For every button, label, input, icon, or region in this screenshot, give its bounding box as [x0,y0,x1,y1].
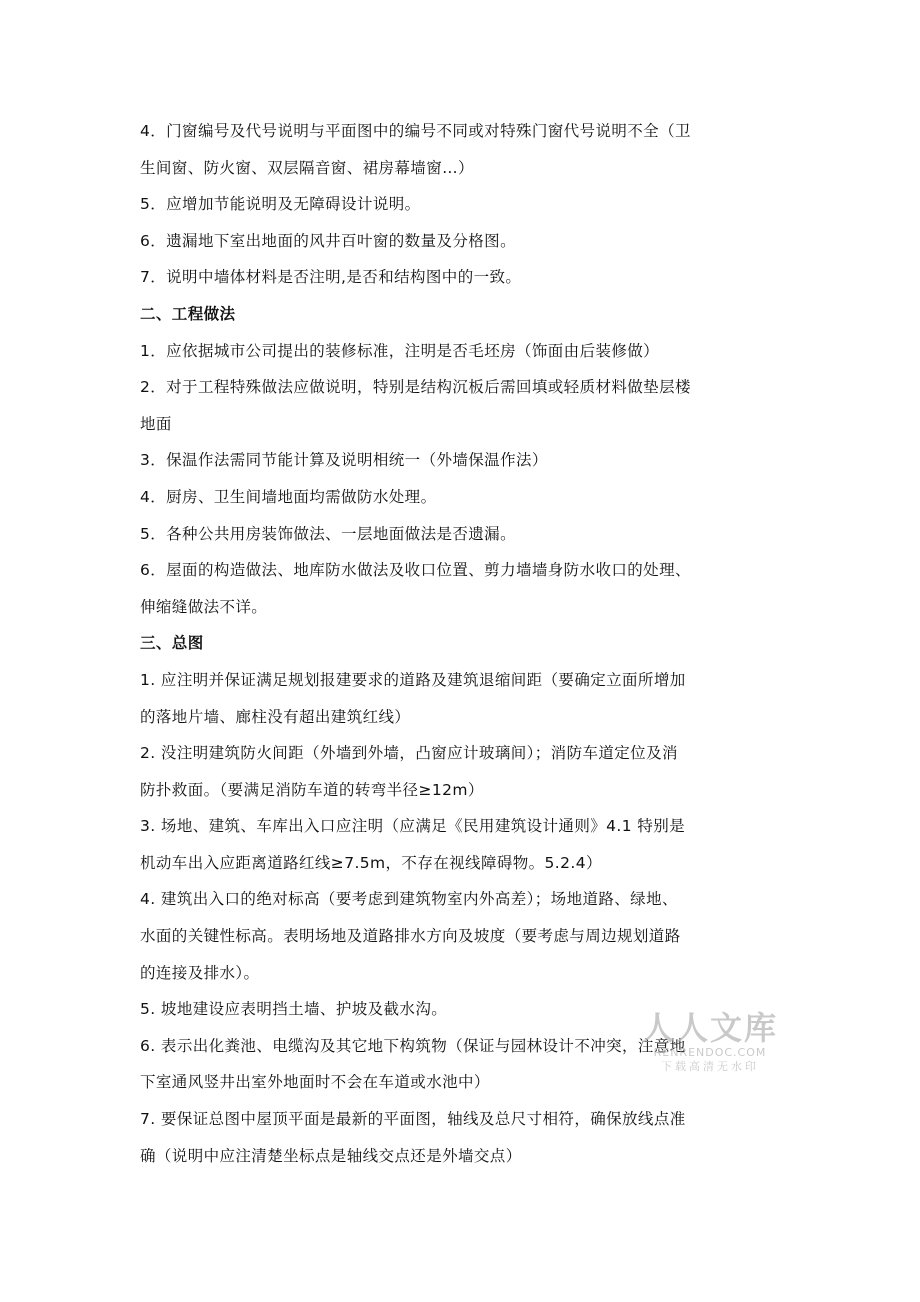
text-line: 5．各种公共用房装饰做法、一层地面做法是否遗漏。 [140,524,516,543]
text-line: 防扑救面。（要满足消防车道的转弯半径≥12m） [140,780,484,799]
text-line: 下室通风竖井出室外地面时不会在车道或水池中） [140,1073,490,1092]
text-line: 2．对于工程特殊做法应做说明，特别是结构沉板后需回填或轻质材料做垫层楼 [140,378,691,397]
text-line: 地面 [140,414,172,433]
text-line: 7. 要保证总图中屋顶平面是最新的平面图，轴线及总尺寸相符，确保放线点准 [140,1110,686,1129]
text-line: 机动车出入应距离道路红线≥7.5m，不存在视线障碍物。5.2.4） [140,853,602,872]
text-line: 6．屋面的构造做法、地库防水做法及收口位置、剪力墙墙身防水收口的处理、 [140,561,691,580]
section-heading: 三、总图 [140,634,204,653]
text-line: 3．保温作法需同节能计算及说明相统一（外墙保温作法） [140,451,548,470]
text-line: 1．应依据城市公司提出的装修标准，注明是否毛坯房（饰面由后装修做） [140,341,660,360]
text-line: 的落地片墙、廊柱没有超出建筑红线） [140,707,411,726]
text-line: 的连接及排水）。 [140,963,260,982]
text-line: 4. 建筑出入口的绝对标高（要考虑到建筑物室内外高差）；场地道路、绿地、 [140,890,678,909]
text-line: 6. 表示出化粪池、电缆沟及其它地下构筑物（保证与园林设计不冲突，注意地 [140,1036,686,1055]
text-line: 水面的关键性标高。表明场地及道路排水方向及坡度（要考虑与周边规划道路 [140,927,681,946]
watermark-domain: RENRENDOC.COM [653,1046,767,1059]
text-line: 6．遗漏地下室出地面的风井百叶窗的数量及分格图。 [140,231,516,250]
text-line: 生间窗、防火窗、双层隔音窗、裙房幕墙窗…） [140,158,474,177]
text-line: 3. 场地、建筑、车库出入口应注明（应满足《民用建筑设计通则》4.1 特别是 [140,817,685,836]
text-line: 确（说明中应注清楚坐标点是轴线交点还是外墙交点） [140,1146,522,1165]
text-line: 1. 应注明并保证满足规划报建要求的道路及建筑退缩间距（要确定立面所增加 [140,670,686,689]
text-line: 5．应增加节能说明及无障碍设计说明。 [140,195,421,214]
text-line: 4．厨房、卫生间墙地面均需做防水处理。 [140,487,437,506]
text-line: 7．说明中墙体材料是否注明,是否和结构图中的一致。 [140,268,522,287]
section-heading: 二、工程做法 [140,304,236,323]
text-line: 伸缩缝做法不详。 [140,597,268,616]
watermark-subtitle: 下载高清无水印 [661,1060,759,1073]
text-line: 2. 没注明建筑防火间距（外墙到外墙，凸窗应计玻璃间）；消防车道定位及消 [140,744,678,763]
text-line: 5. 坡地建设应表明挡土墙、护坡及截水沟。 [140,1000,448,1019]
watermark-logo: 人人文库 [641,1009,778,1047]
text-line: 4．门窗编号及代号说明与平面图中的编号不同或对特殊门窗代号说明不全（卫 [140,122,691,140]
watermark [640,1010,780,1074]
